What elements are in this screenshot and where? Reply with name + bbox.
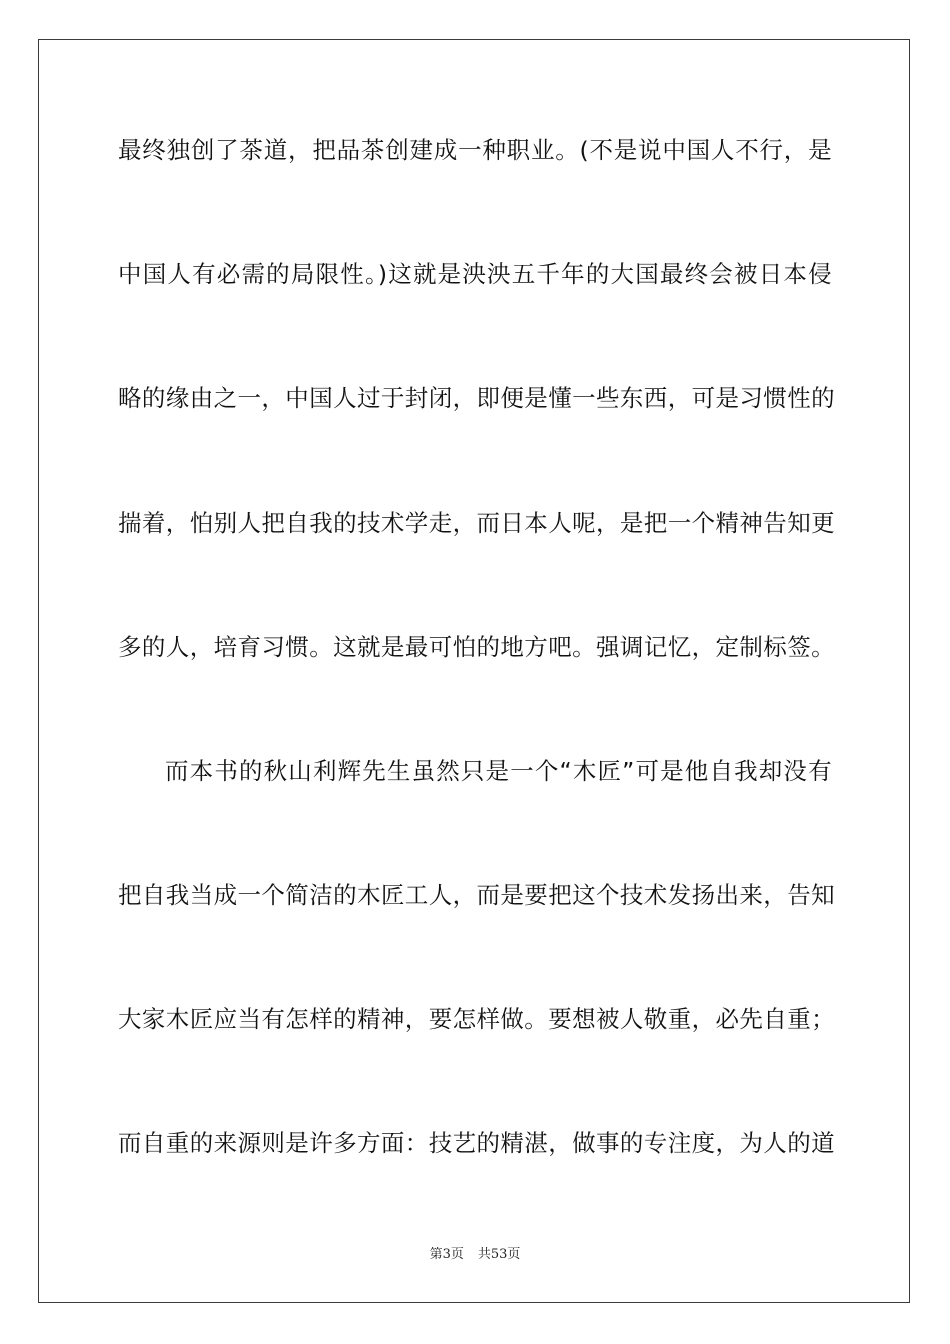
paragraph-start-line: 而本书的秋山利辉先生虽然只是一个“木匠”可是他自我却没有: [165, 757, 832, 785]
text-line-3: 略的缘由之一，中国人过于封闭，即便是懂一些东西，可是习惯性的: [118, 384, 835, 412]
text-line-4: 揣着，怕别人把自我的技术学走，而日本人呢，是把一个精神告知更: [118, 509, 835, 537]
text-line-2: 中国人有必需的局限性。)这就是泱泱五千年的大国最终会被日本侵: [118, 260, 832, 288]
text-line-8: 大家木匠应当有怎样的精神，要怎样做。要想被人敬重，必先自重；: [118, 1005, 835, 1033]
text-line-9: 而自重的来源则是许多方面：技艺的精湛，做事的专注度，为人的道: [118, 1129, 835, 1157]
page-number: 第3页: [429, 1247, 464, 1262]
text-line-5: 多的人，培育习惯。这就是最可怕的地方吧。强调记忆，定制标签。: [118, 633, 835, 661]
text-line-1: 最终独创了茶道，把品茶创建成一种职业。(不是说中国人不行，是: [118, 136, 832, 164]
text-line-7: 把自我当成一个简洁的木匠工人，而是要把这个技术发扬出来，告知: [118, 881, 835, 909]
page-border: [38, 39, 910, 1303]
page-footer: [0, 1246, 950, 1264]
total-pages: 共53页: [477, 1247, 521, 1262]
